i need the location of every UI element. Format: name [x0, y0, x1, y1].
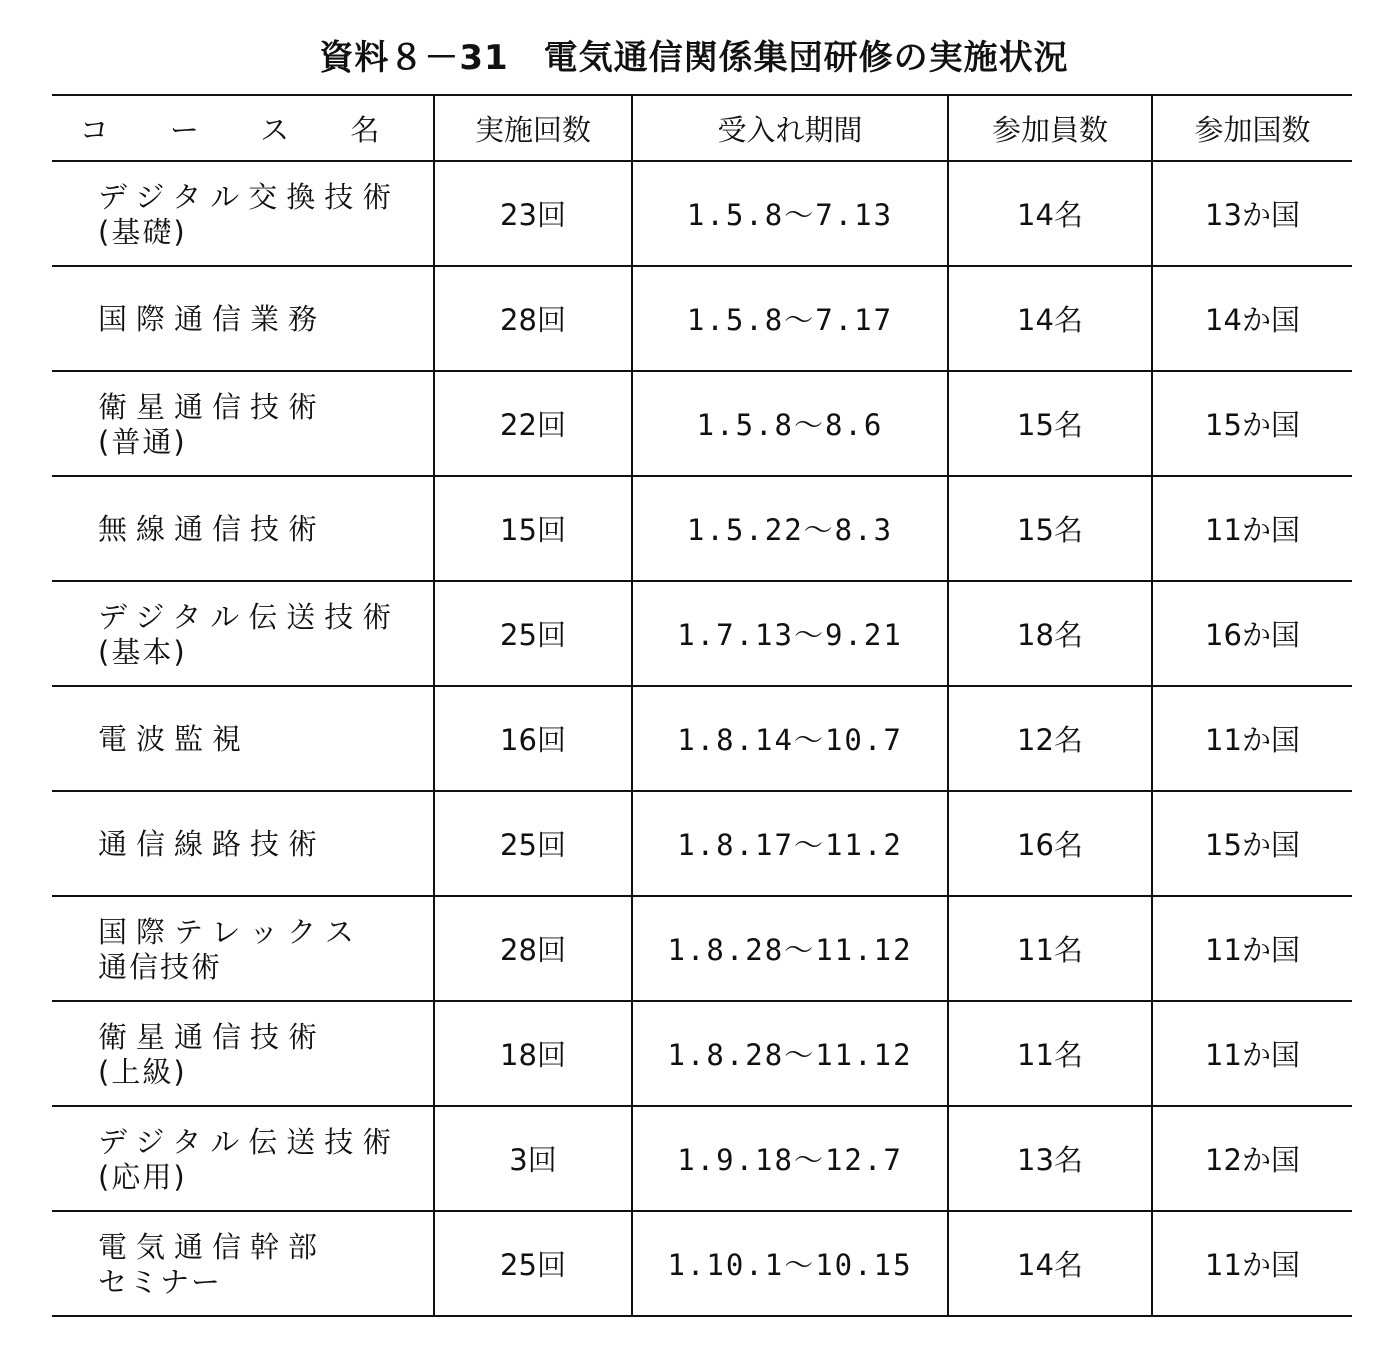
- course-subtitle: セミナー: [98, 1264, 223, 1299]
- count-cell: 22回: [434, 371, 632, 476]
- course-name: 国際通信業務: [98, 301, 327, 336]
- count-cell: 23回: [434, 161, 632, 266]
- countries-cell: 11か国: [1152, 686, 1352, 791]
- period-cell: 1.8.17～11.2: [632, 791, 948, 896]
- course-cell: [52, 686, 434, 791]
- period-cell: 1.5.8～8.6: [632, 371, 948, 476]
- table-row: [52, 896, 1352, 1001]
- table-row: [52, 476, 1352, 581]
- countries-cell: 12か国: [1152, 1106, 1352, 1211]
- document-title: 資料８－31 電気通信関係集団研修の実施状況: [319, 38, 1069, 78]
- count-cell: 15回: [434, 476, 632, 581]
- course-name: 通信線路技術: [98, 826, 327, 861]
- count-cell: 18回: [434, 1001, 632, 1106]
- header-course: コ ー ス 名: [52, 95, 434, 161]
- course-cell: [52, 1106, 434, 1211]
- count-cell: 25回: [434, 581, 632, 686]
- period-cell: 1.10.1～10.15: [632, 1211, 948, 1316]
- period-cell: 1.5.8～7.17: [632, 266, 948, 371]
- table-row: [52, 266, 1352, 371]
- countries-cell: 13か国: [1152, 161, 1352, 266]
- count-cell: 25回: [434, 1211, 632, 1316]
- course-name: 衛星通信技術: [98, 1019, 327, 1054]
- count-cell: 3回: [434, 1106, 632, 1211]
- header-row: [52, 95, 1352, 161]
- members-cell: 13名: [948, 1106, 1152, 1211]
- course-cell: [52, 476, 434, 581]
- course-cell: [52, 371, 434, 476]
- count-cell: 16回: [434, 686, 632, 791]
- course-name: 衛星通信技術: [98, 389, 327, 424]
- course-cell: [52, 266, 434, 371]
- course-subtitle: (基礎): [98, 214, 187, 249]
- members-cell: 15名: [948, 371, 1152, 476]
- period-cell: 1.8.28～11.12: [632, 896, 948, 1001]
- members-cell: 14名: [948, 266, 1152, 371]
- table-row: [52, 686, 1352, 791]
- course-subtitle: (応用): [98, 1159, 187, 1194]
- training-table: [52, 94, 1352, 1317]
- course-cell: [52, 896, 434, 1001]
- course-cell: [52, 161, 434, 266]
- countries-cell: 15か国: [1152, 791, 1352, 896]
- course-subtitle: 通信技術: [98, 949, 223, 984]
- header-members: 参加員数: [948, 95, 1152, 161]
- course-name: 電気通信幹部: [98, 1229, 327, 1264]
- period-cell: 1.7.13～9.21: [632, 581, 948, 686]
- countries-cell: 16か国: [1152, 581, 1352, 686]
- members-cell: 11名: [948, 1001, 1152, 1106]
- course-subtitle: (基本): [98, 634, 187, 669]
- countries-cell: 11か国: [1152, 476, 1352, 581]
- members-cell: 11名: [948, 896, 1152, 1001]
- period-cell: 1.8.28～11.12: [632, 1001, 948, 1106]
- table-row: [52, 161, 1352, 266]
- period-cell: 1.9.18～12.7: [632, 1106, 948, 1211]
- table-row: [52, 1106, 1352, 1211]
- countries-cell: 11か国: [1152, 896, 1352, 1001]
- course-subtitle: (普通): [98, 424, 187, 459]
- countries-cell: 14か国: [1152, 266, 1352, 371]
- course-name: デジタル伝送技術: [98, 599, 401, 634]
- table-row: [52, 371, 1352, 476]
- course-cell: [52, 791, 434, 896]
- period-cell: 1.5.22～8.3: [632, 476, 948, 581]
- course-cell: [52, 581, 434, 686]
- members-cell: 16名: [948, 791, 1152, 896]
- countries-cell: 11か国: [1152, 1001, 1352, 1106]
- count-cell: 25回: [434, 791, 632, 896]
- period-cell: 1.5.8～7.13: [632, 161, 948, 266]
- course-cell: [52, 1001, 434, 1106]
- header-countries: 参加国数: [1152, 95, 1352, 161]
- course-name: デジタル交換技術: [98, 179, 401, 214]
- course-name: 国際テレックス: [98, 914, 363, 949]
- members-cell: 18名: [948, 581, 1152, 686]
- course-subtitle: (上級): [98, 1054, 187, 1089]
- table-body: [52, 161, 1352, 1316]
- members-cell: 12名: [948, 686, 1152, 791]
- count-cell: 28回: [434, 896, 632, 1001]
- course-cell: [52, 1211, 434, 1316]
- countries-cell: 11か国: [1152, 1211, 1352, 1316]
- course-name: 電波監視: [98, 721, 251, 756]
- members-cell: 14名: [948, 161, 1152, 266]
- header-period: 受入れ期間: [632, 95, 948, 161]
- countries-cell: 15か国: [1152, 371, 1352, 476]
- members-cell: 14名: [948, 1211, 1152, 1316]
- course-name: デジタル伝送技術: [98, 1124, 401, 1159]
- period-cell: 1.8.14～10.7: [632, 686, 948, 791]
- table-row: [52, 581, 1352, 686]
- header-count: 実施回数: [434, 95, 632, 161]
- course-name: 無線通信技術: [98, 511, 327, 546]
- table-row: [52, 1211, 1352, 1316]
- members-cell: 15名: [948, 476, 1152, 581]
- table-row: [52, 791, 1352, 896]
- count-cell: 28回: [434, 266, 632, 371]
- table-row: [52, 1001, 1352, 1106]
